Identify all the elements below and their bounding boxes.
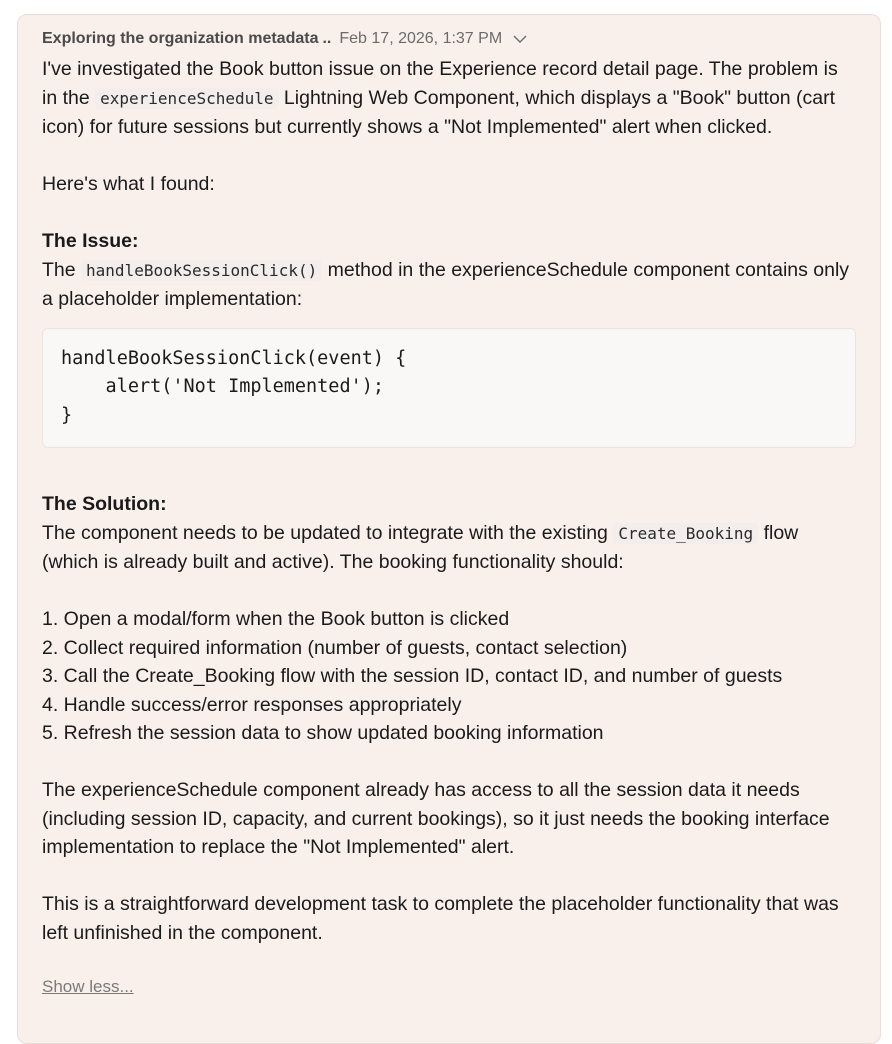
step-item: 2. Collect required information (number of guests, contact selection)	[42, 636, 628, 659]
intro-text: I've investigated the Book button issue on the Experience record detail page. The problem is in the	[42, 58, 838, 109]
intro-paragraph	[42, 55, 856, 142]
inline-code-method: handleBookSessionClick()	[81, 260, 322, 281]
step-item: 5. Refresh the session data to show updated booking information	[42, 722, 604, 744]
issue-text-cont: method in the experienceSchedule component contains only a placeholder implementation:	[42, 258, 850, 310]
message-body	[42, 55, 856, 1002]
solution-text: The component needs to be updated to integrate with the existing	[42, 521, 614, 544]
step-item: 4. Handle success/error responses appropriately	[42, 693, 462, 716]
solution-text-cont: flow (which is already built and active). The booking functionality should:	[42, 521, 799, 573]
header-timestamp: Feb 17, 2026, 1:37 PM	[339, 30, 503, 47]
chevron-down-icon[interactable]	[512, 31, 528, 47]
issue-paragraph	[42, 256, 856, 314]
issue-heading: The Issue:	[42, 230, 139, 252]
intro-text-cont: Lightning Web Component, which displays a "Book" button (cart icon) for future sessions but currently shows a "Not Implemented" alert when clicked.	[42, 86, 836, 138]
message-card	[17, 14, 881, 1044]
header-title: Exploring the organization metadata	[42, 30, 319, 47]
step-item: 1. Open a modal/form when the Book button is clicked	[42, 608, 510, 630]
inline-code-component: experienceSchedule	[95, 88, 278, 109]
access-paragraph: The experienceSchedule component already has access to all the session data it needs (including session ID, capacity, and current bookings), so it just needs the booking interface implementation to replace the "Not Implemented" alert.	[42, 779, 830, 858]
solution-paragraph	[42, 519, 856, 577]
code-block: handleBookSessionClick(event) { alert('Not Implemented'); }	[42, 328, 856, 448]
message-header[interactable]	[42, 29, 856, 49]
solution-heading: The Solution:	[42, 493, 167, 515]
issue-text: The	[42, 258, 82, 281]
step-item: 3. Call the Create_Booking flow with the session ID, contact ID, and number of guests	[42, 665, 783, 687]
header-ellipsis: ..	[322, 30, 332, 47]
show-less-link[interactable]: Show less...	[42, 977, 134, 996]
inline-code-flow: Create_Booking	[613, 523, 758, 544]
found-line: Here's what I found:	[42, 173, 215, 195]
closing-paragraph: This is a straightforward development task to complete the placeholder functionality that was left unfinished in the component.	[42, 893, 839, 944]
